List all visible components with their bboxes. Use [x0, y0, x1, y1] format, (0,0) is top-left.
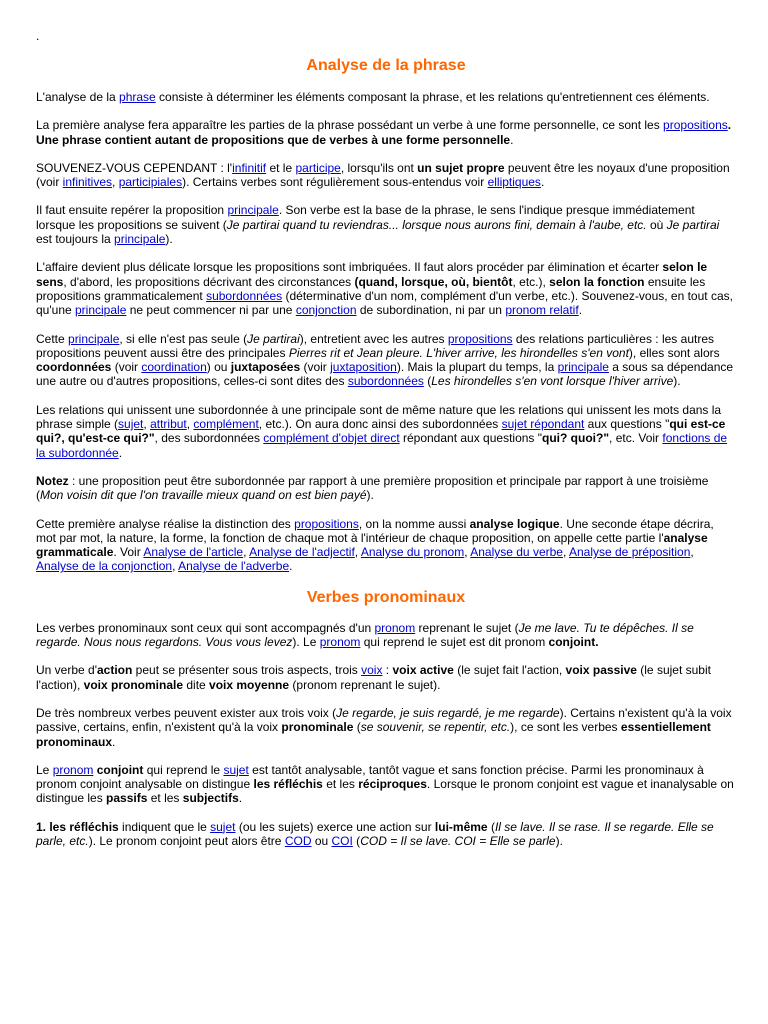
link-analyse-article[interactable]: Analyse de l'article — [143, 545, 244, 560]
link-sujet-repondant[interactable]: sujet répondant — [501, 417, 585, 432]
link-principale[interactable]: principale — [227, 203, 279, 218]
document-page — [36, 30, 736, 862]
link-voix[interactable]: voix — [361, 663, 383, 678]
link-conjonction[interactable]: conjonction — [295, 303, 357, 318]
paragraph-pronominaux-def: Les verbes pronominaux sont ceux qui sont accompagnés d'un pronom reprenant le sujet (Je me lave. Tu te dépêches. Il se regarde. Nous nous regardons. Vous vous levez). Le pronom qui reprend le sujet est dit pronom conjoint. — [36, 620, 694, 650]
link-phrase[interactable]: phrase — [119, 90, 156, 104]
paragraph-imbriquees: L'affaire devient plus délicate lorsque les propositions sont imbriquées. Il faut alors procéder par élimination et écarter selon le sens, d'abord, les propositions décrivant des circonstances (quand, lorsque, où, bientôt, etc.), selon la fonction ensuite les propositions grammaticalement subordonnées (déterminative d'un nom, complément d'un verbe, etc.). Souvenez-vous, en tout cas, qu'une principale ne peut commencer ni par une conjonction de subordination, ni par un pronom relatif. — [36, 260, 733, 318]
link-coordination[interactable]: coordination — [141, 360, 207, 375]
link-analyse-adverbe[interactable]: Analyse de l'adverbe — [178, 559, 290, 574]
link-subordonnees[interactable]: subordonnées — [206, 288, 283, 303]
link-sujet[interactable]: sujet — [223, 762, 249, 777]
link-infinitives[interactable]: infinitives — [62, 175, 113, 190]
paragraph-relations: Cette principale, si elle n'est pas seule (Je partirai), entretient avec les autres propositions des relations particulières : les autres propositions peuvent aussi être des principales Pierres rit et Jean pleure. L'hiver arrive, les hirondelles s'en vont), elles sont alors coordonnées (voir coordination) ou juxtaposées (voir juxtaposition). Mais la plupart du temps, la principale a sous sa dépendance une autre ou d'autres propositions, celles-ci sont dites des subordonnées (Les hirondelles s'en vont lorsque l'hiver arrive). — [36, 331, 734, 389]
link-cod[interactable]: COD — [284, 833, 312, 848]
paragraph-intro: L'analyse de la phrase consiste à déterminer les éléments composant la phrase, et les relations qu'entretiennent ces éléments. — [36, 90, 710, 104]
link-principale[interactable]: principale — [114, 232, 166, 247]
leading-dot: . — [36, 29, 40, 43]
paragraph-notez: Notez : une proposition peut être subordonnée par rapport à une première proposition et principale par rapport à une troisième (Mon voisin dit que l'on travaille mieux quand on est bien payé). — [36, 473, 709, 503]
link-analyse-preposition[interactable]: Analyse de préposition — [568, 545, 691, 560]
paragraph-pronom-conjoint: Le pronom conjoint qui reprend le sujet est tantôt analysable, tantôt vague et sans fonction précise. Parmi les pronominaux à pronom conjoint analysable on distingue les réfléchis et les réciproques. Lorsque le pronom conjoint est vague et inanalysable on distingue les passifs et les subjectifs. — [36, 762, 734, 806]
section-title-analyse: Analyse de la phrase — [306, 57, 466, 74]
link-propositions[interactable]: propositions — [663, 118, 728, 133]
link-sujet[interactable]: sujet — [210, 819, 236, 834]
paragraph-reflechis: 1. les réfléchis indiquent que le sujet (ou les sujets) exerce une action sur lui-même (Il se lave. Il se rase. Il se regarde. Elle se parle, etc.). Le pronom conjoint peut alors être COD ou COI (COD = Il se lave. COI = Elle se parle). — [36, 819, 714, 848]
link-coi[interactable]: COI — [331, 833, 353, 848]
link-complement[interactable]: complément — [193, 417, 259, 432]
section-title-pronominaux: Verbes pronominaux — [306, 588, 466, 606]
link-elliptiques[interactable]: elliptiques — [487, 175, 541, 190]
link-pronom-relatif[interactable]: pronom relatif — [505, 303, 579, 318]
link-analyse-adjectif[interactable]: Analyse de l'adjectif — [249, 545, 355, 560]
paragraph-subordonnee-relations: Les relations qui unissent une subordonnée à une principale sont de même nature que les relations qui unissent les mots dans la phrase simple (sujet, attribut, complément, etc.). On aura donc ainsi des subordonnées sujet répondant aux questions "qui est-ce qui?, qu'est-ce qui?", des subordonnées complément d'objet direct répondant aux questions "qui? quoi?", etc. Voir fonctions de la subordonnée. — [36, 402, 728, 460]
paragraph-first-analysis: La première analyse fera apparaître les parties de la phrase possédant un verbe à une forme personnelle, ce sont les propositions. Une phrase contient autant de propositions que de verbes à une forme personnelle. — [36, 118, 732, 147]
link-principale[interactable]: principale — [75, 303, 127, 318]
link-analyse-conjonction[interactable]: Analyse de la conjonction — [36, 559, 173, 574]
link-fonctions-subordonnee[interactable]: fonctions de la subordonnée — [36, 431, 728, 460]
link-propositions[interactable]: propositions — [294, 516, 359, 531]
link-attribut[interactable]: attribut — [150, 417, 187, 432]
link-subordonnees[interactable]: subordonnées — [347, 374, 424, 389]
paragraph-analyse-logique: Cette première analyse réalise la distinction des propositions, on la nomme aussi analyse logique. Une seconde étape décrira, mot par mot, la nature, la forme, la fonction de chaque mot à l'intérieur de chaque proposition, on appelle cette partie l'analyse grammaticale. Voir Analyse de l'article, Analyse de l'adjectif, Analyse du pronom, Analyse du verbe, Analyse de préposition, Analyse de la conjonction, Analyse de l'adverbe. — [36, 516, 714, 574]
link-principale[interactable]: principale — [557, 360, 609, 375]
link-sujet[interactable]: sujet — [118, 417, 144, 432]
link-pronom[interactable]: pronom — [319, 635, 361, 650]
link-pronom[interactable]: pronom — [374, 620, 416, 635]
paragraph-principale: Il faut ensuite repérer la proposition principale. Son verbe est la base de la phrase, le sens l'indique presque immédiatement lorsque les propositions se suivent (Je partirai quand tu reviendras... lorsque nous aurons fini, demain à l'aube, etc. où Je partirai est toujours la principale). — [36, 203, 720, 247]
link-infinitif[interactable]: infinitif — [232, 160, 267, 175]
paragraph-trois-voix: De très nombreux verbes peuvent exister aux trois voix (Je regarde, je suis regardé, je me regarde). Certains n'existent qu'à la voix passive, certains, enfin, n'existent qu'à la voix pronominale (se souvenir, se repentir, etc.), ce sont les verbes essentiellement pronominaux. — [36, 705, 732, 749]
link-juxtaposition[interactable]: juxtaposition — [330, 360, 397, 375]
link-principale[interactable]: principale — [68, 331, 120, 346]
link-analyse-pronom[interactable]: Analyse du pronom — [360, 545, 465, 560]
paragraph-voix: Un verbe d'action peut se présenter sous trois aspects, trois voix : voix active (le sujet fait l'action, voix passive (le sujet subit l'action), voix pronominale dite voix moyenne (pronom reprenant le sujet). — [36, 663, 711, 692]
paragraph-souvenez: SOUVENEZ-VOUS CEPENDANT : l'infinitif et le participe, lorsqu'ils ont un sujet propre peuvent être les noyaux d'une proposition (voir infinitives, participiales). Certains verbes sont régulièrement sous-entendus voir elliptiques. — [36, 160, 730, 190]
link-analyse-verbe[interactable]: Analyse du verbe — [470, 545, 563, 560]
link-participiales[interactable]: participiales — [118, 175, 183, 190]
link-complement-objet-direct[interactable]: complément d'objet direct — [263, 431, 400, 446]
link-participe[interactable]: participe — [295, 160, 341, 175]
link-propositions[interactable]: propositions — [447, 331, 513, 346]
link-pronom[interactable]: pronom — [52, 762, 94, 777]
